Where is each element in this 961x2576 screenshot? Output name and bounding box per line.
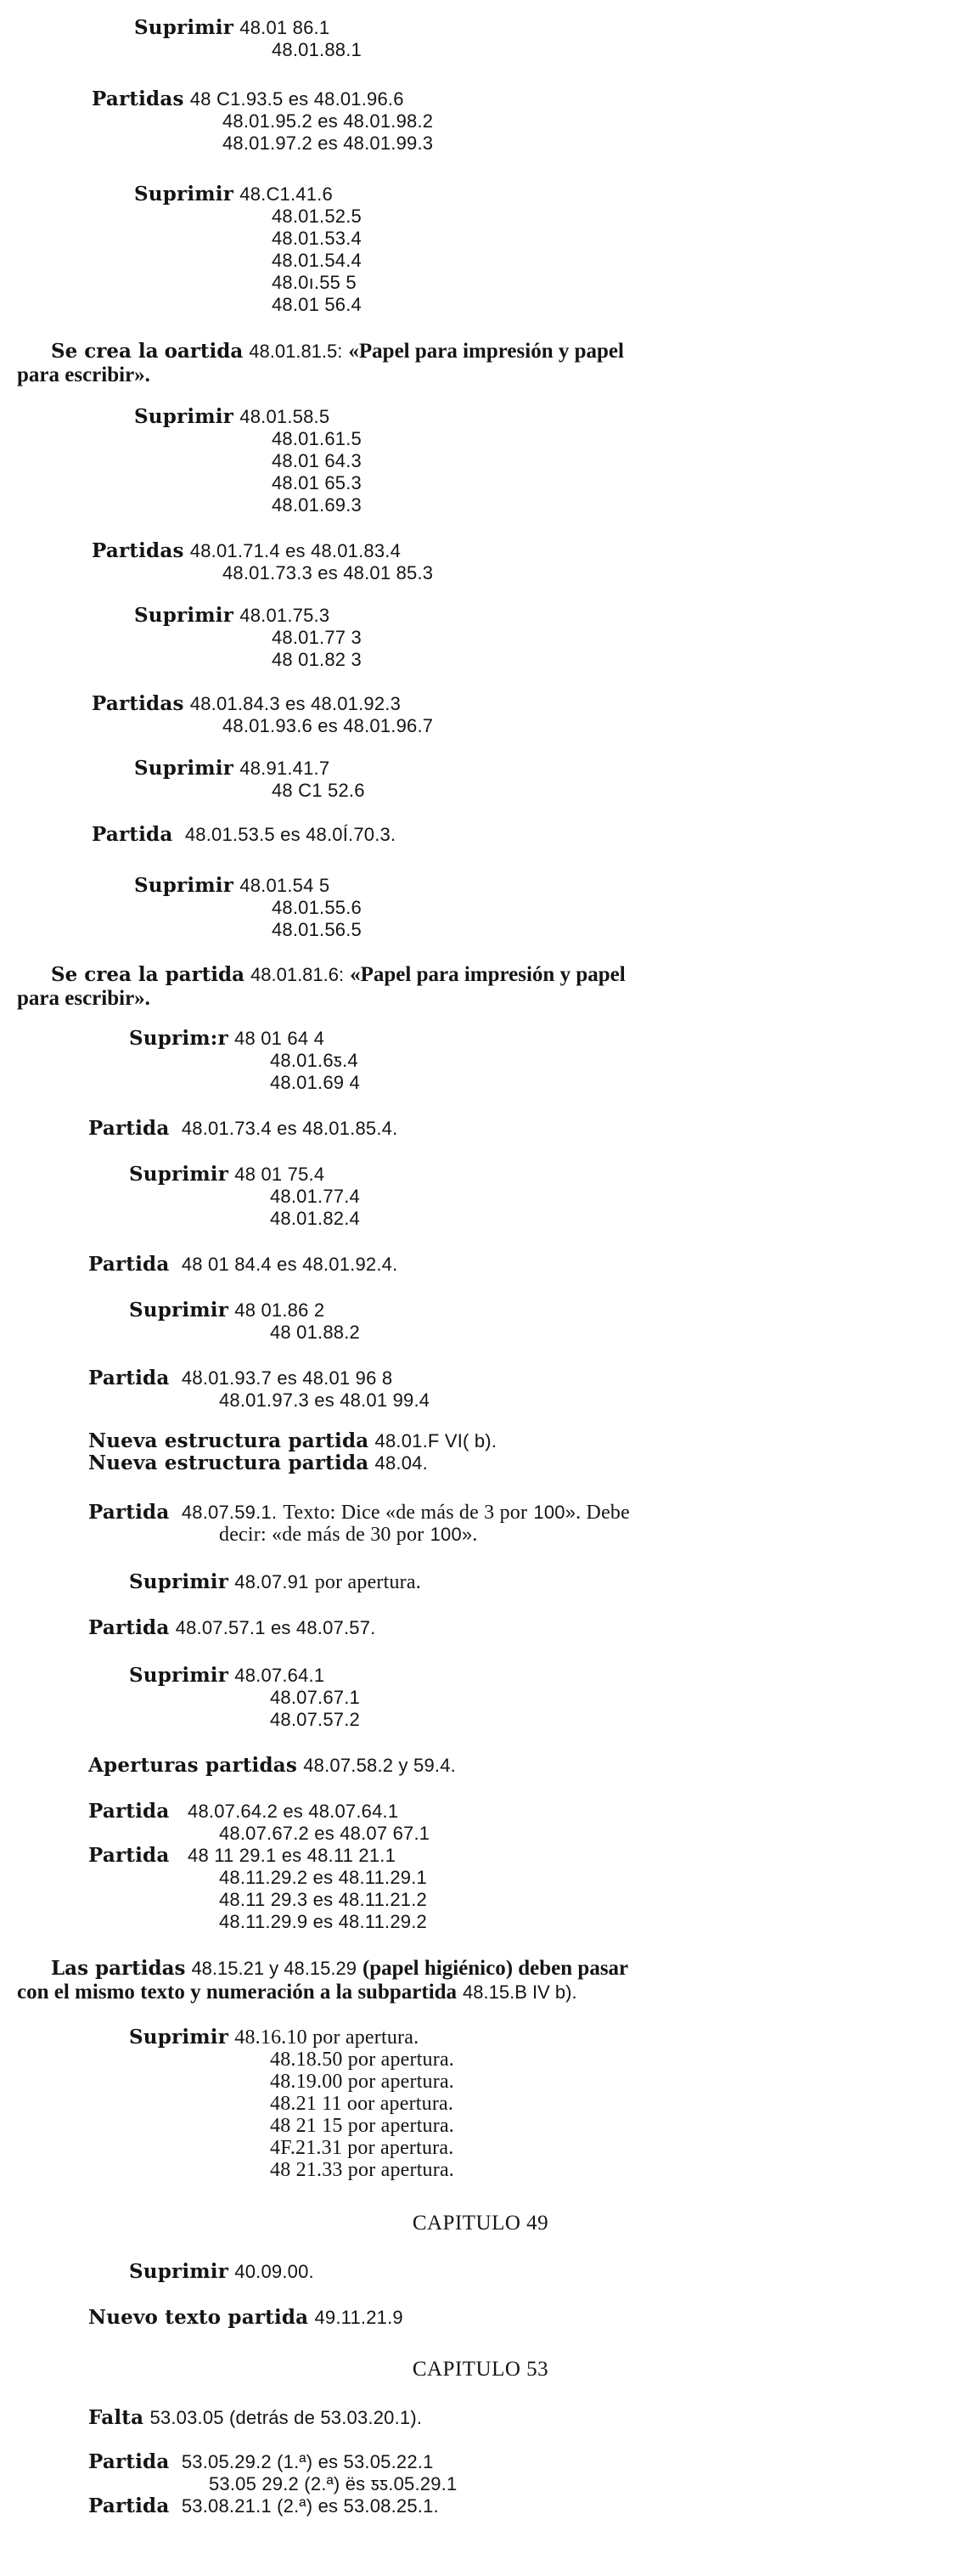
code-row: 48.07.57.1 es 48.07.57.: [175, 1617, 376, 1638]
code-row: 48.01.84.3 es 48.01.92.3: [189, 693, 402, 714]
keyword: Partida: [88, 1501, 170, 1524]
para-text: oartida: [164, 340, 244, 363]
code: 48.07.91: [234, 1571, 309, 1592]
code-row: 48.01.53.5 es 48.0Í.70.3.: [184, 824, 396, 845]
code: 48.01.53.4: [272, 228, 362, 249]
code: 48.01.75.3: [239, 605, 330, 626]
para-text: con el mismo texto y numeración a la subpartida: [17, 1981, 458, 2004]
keyword: Suprim:r: [129, 1027, 228, 1050]
partida-block-cont: [219, 1524, 478, 1547]
para-text: «Papel para impresión y papel: [350, 963, 626, 986]
keyword: Suprimir: [134, 183, 234, 206]
partida-block: [88, 1367, 392, 1390]
code: 48.C1.41.6: [239, 183, 333, 205]
code: 48 01.82 3: [272, 649, 362, 670]
para-text: .: [472, 1524, 478, 1546]
partida-block: [88, 1118, 397, 1141]
para-text: Texto: Dice «de más de 3 por: [283, 1502, 528, 1524]
suprimir-block: [134, 17, 329, 40]
nuevo-texto: [88, 2307, 403, 2330]
keyword: Suprimir: [134, 405, 234, 428]
keyword: Partida: [88, 2450, 170, 2473]
keyword: Partida: [88, 1253, 170, 1276]
suprimir-block: [129, 1665, 324, 1688]
suprimir-block: [129, 1028, 324, 1051]
keyword: Suprimir: [134, 757, 234, 780]
paragraph: [17, 1957, 942, 2004]
code: 48 01 64 4: [234, 1028, 325, 1049]
suprimir-block: [134, 406, 329, 429]
partida-block: [88, 1801, 398, 1823]
para-text: para escribir».: [17, 987, 150, 1010]
suprimir-block: [129, 1299, 324, 1322]
partida-block: [88, 1845, 396, 1868]
paragraph: [17, 340, 942, 387]
partidas-block: [92, 88, 404, 111]
code-row: 48.01.97.2 es 48.01.99.3: [222, 132, 434, 154]
keyword: Partidas: [92, 539, 184, 562]
code-row: 4ȣ.01.93.7 es 48.01 96 8: [181, 1367, 393, 1389]
code-row: 48 11 29.1 es 48.11 21.1: [188, 1845, 396, 1866]
code: 48 01.88.2: [270, 1322, 360, 1343]
code-row: 48.07.67.2 es 48.07 67.1: [219, 1823, 430, 1844]
code: 48.15.B IV b).: [463, 1981, 577, 2003]
keyword: Suprimir: [129, 2260, 229, 2283]
code: 48.15.21 y 48.15.29: [191, 1958, 357, 1979]
code-row: 48.07.64.2 es 48.07.64.1: [188, 1801, 399, 1822]
suprimir-block: [134, 605, 329, 628]
code: 48.01 56.4: [272, 294, 362, 315]
code: 48.07.58.2 y 59.4.: [303, 1755, 456, 1776]
partidas-block: [92, 693, 401, 716]
code: 48.07.57.2: [270, 1709, 360, 1730]
keyword: Partida: [88, 1844, 170, 1867]
code: 48.01.6ƽ.4: [270, 1050, 358, 1071]
partida-block: [92, 824, 396, 847]
code: 48.01 65.3: [272, 472, 362, 493]
code: 48.01.54.4: [272, 250, 362, 271]
code: 48.01.58.5: [239, 406, 330, 427]
code-row: 4F.21.31 por apertura.: [270, 2137, 454, 2159]
code: 48.01.82.4: [270, 1208, 360, 1229]
code-row: 48.18.50 por apertura.: [270, 2049, 455, 2071]
nueva-estructura: [88, 1430, 497, 1453]
keyword: Nueva estructura partida: [88, 1429, 369, 1452]
keyword: Suprimir: [134, 604, 234, 627]
code-row: 48.11.29.9 es 48.11.29.2: [219, 1911, 427, 1932]
para-text: para escribir».: [17, 364, 150, 386]
partida-block: [88, 1254, 397, 1277]
keyword: Partida: [88, 1616, 170, 1639]
para-text: por apertura.: [314, 1571, 421, 1593]
code: 48.01.77.4: [270, 1186, 360, 1207]
keyword: Suprimir: [129, 1664, 229, 1687]
code-row: 48.19.00 por apertura.: [270, 2071, 455, 2093]
partida-block: [88, 2451, 434, 2474]
suprimir-block: [134, 758, 329, 781]
code: 48.07.59.1.: [181, 1502, 278, 1523]
partida-block: [88, 2495, 439, 2518]
code: 48 01.86 2: [234, 1299, 325, 1321]
keyword: Partida: [88, 1117, 170, 1140]
keyword: Partidas: [92, 692, 184, 715]
code: 100»: [533, 1502, 576, 1523]
suprimir-block: [129, 1571, 421, 1594]
code: 48.01.F VI( b).: [374, 1430, 497, 1451]
chapter-heading: CAPITULO 53: [412, 2358, 549, 2381]
keyword: Partida: [88, 1800, 170, 1823]
code: 48.01.55.6: [272, 897, 362, 918]
code: 48.01.56.5: [272, 919, 362, 940]
para-text: (papel higiénico) deben pasar: [362, 1957, 629, 1980]
code: 48 01 75.4: [234, 1164, 325, 1185]
code-row: 48 C1.93.5 es 48.01.96.6: [189, 88, 404, 110]
suprimir-block: [134, 875, 329, 898]
suprimir-block: [134, 183, 333, 206]
chapter-heading: CAPITULO 49: [412, 2212, 549, 2235]
keyword: Partida: [92, 823, 173, 846]
keyword: Suprimir: [129, 1570, 229, 1593]
code: 48.07.64.1: [234, 1665, 325, 1686]
code: 48.01.69.3: [272, 494, 362, 516]
suprimir-block: [129, 2026, 419, 2049]
keyword: Aperturas partidas: [88, 1754, 297, 1777]
code-row: 48.11 29.3 es 48.11.21.2: [219, 1889, 427, 1910]
code: 40.09.00.: [234, 2261, 314, 2282]
para-text: Se crea la: [51, 340, 159, 363]
keyword: Nueva estructura partida: [88, 1451, 369, 1474]
para-text: decir: «de más de 30 por: [219, 1524, 424, 1546]
paragraph: [17, 963, 942, 1011]
keyword: Suprimir: [129, 1163, 229, 1186]
suprimir-block: [129, 1164, 324, 1187]
code-row: 48.16.10 por apertura.: [234, 2026, 419, 2049]
keyword: Suprimir: [129, 1299, 229, 1322]
keyword: Nuevo texto partida: [88, 2306, 309, 2329]
partida-block: [88, 1617, 375, 1640]
code: 100»: [430, 1524, 473, 1545]
code-row: 48.01.95.2 es 48.01.98.2: [222, 110, 434, 132]
code: 48.01.77 3: [272, 627, 362, 648]
code: 53.03.05 (detrás de 53.03.20.1).: [149, 2407, 423, 2428]
code-row: 48.01.73.4 es 48.01.85.4.: [181, 1118, 398, 1139]
falta-line: [88, 2407, 422, 2430]
code-row: 53.05 29.2 (2.ª) ёs ƽƽ.05.29.1: [209, 2473, 458, 2494]
code: 48 C1 52.6: [272, 780, 365, 801]
code: 48.01.81.6:: [250, 964, 345, 985]
code: 48.04.: [374, 1452, 428, 1474]
code-row: 48.01.71.4 es 48.01.83.4: [189, 540, 402, 561]
code: 48.01.88.1: [272, 39, 362, 60]
code-row: 48.01.97.3 es 48.01 99.4: [219, 1389, 430, 1411]
code-row: 48.11.29.2 es 48.11.29.1: [219, 1867, 427, 1888]
code-row: 48 01 84.4 es 48.01.92.4.: [181, 1254, 398, 1275]
keyword: Suprimir: [129, 2026, 229, 2049]
code-row: 48.21 11 oor apertura.: [270, 2093, 454, 2115]
code-row: 48 21 15 por apertura.: [270, 2115, 455, 2137]
code-row: 48.01.93.6 es 48.01.96.7: [222, 715, 434, 736]
partida-block: [88, 1502, 630, 1525]
aperturas-line: [88, 1755, 456, 1778]
code: 48.0ı.55 5: [272, 272, 357, 293]
para-text: . Debe: [576, 1502, 630, 1524]
code: 48.01.61.5: [272, 428, 362, 449]
partidas-block: [92, 540, 401, 563]
keyword: Falta: [88, 2406, 144, 2429]
code: 48.01.81.5:: [249, 341, 343, 362]
code: 48.01 64.3: [272, 450, 362, 471]
para-text: «Papel para impresión y papel: [348, 340, 624, 363]
code: 48.01 86.1: [239, 17, 330, 38]
keyword: Partida: [88, 1367, 170, 1389]
keyword: Partidas: [92, 87, 184, 110]
code-row: 48.01.73.3 es 48.01 85.3: [222, 562, 434, 583]
code: 48.01.69 4: [270, 1072, 360, 1093]
code: 48.01.54 5: [239, 875, 330, 896]
suprimir-block: [129, 2261, 314, 2284]
code: 48.91.41.7: [239, 758, 330, 779]
code-row: 53.08.21.1 (2.ª) es 53.08.25.1.: [181, 2495, 439, 2517]
keyword: Partida: [88, 2494, 170, 2517]
para-text: Las partidas: [51, 1957, 186, 1980]
code-row: 53.05.29.2 (1.ª) es 53.05.22.1: [181, 2451, 434, 2472]
code: 49.11.21.9: [314, 2307, 403, 2328]
code-row: 48 21.33 por apertura.: [270, 2159, 455, 2181]
para-text: Se crea la partida: [51, 963, 245, 986]
keyword: Suprimir: [134, 16, 234, 39]
code: 48.07.67.1: [270, 1687, 360, 1708]
nueva-estructura: [88, 1452, 428, 1475]
keyword: Suprimir: [134, 874, 234, 897]
code: 48.01.52.5: [272, 206, 362, 227]
